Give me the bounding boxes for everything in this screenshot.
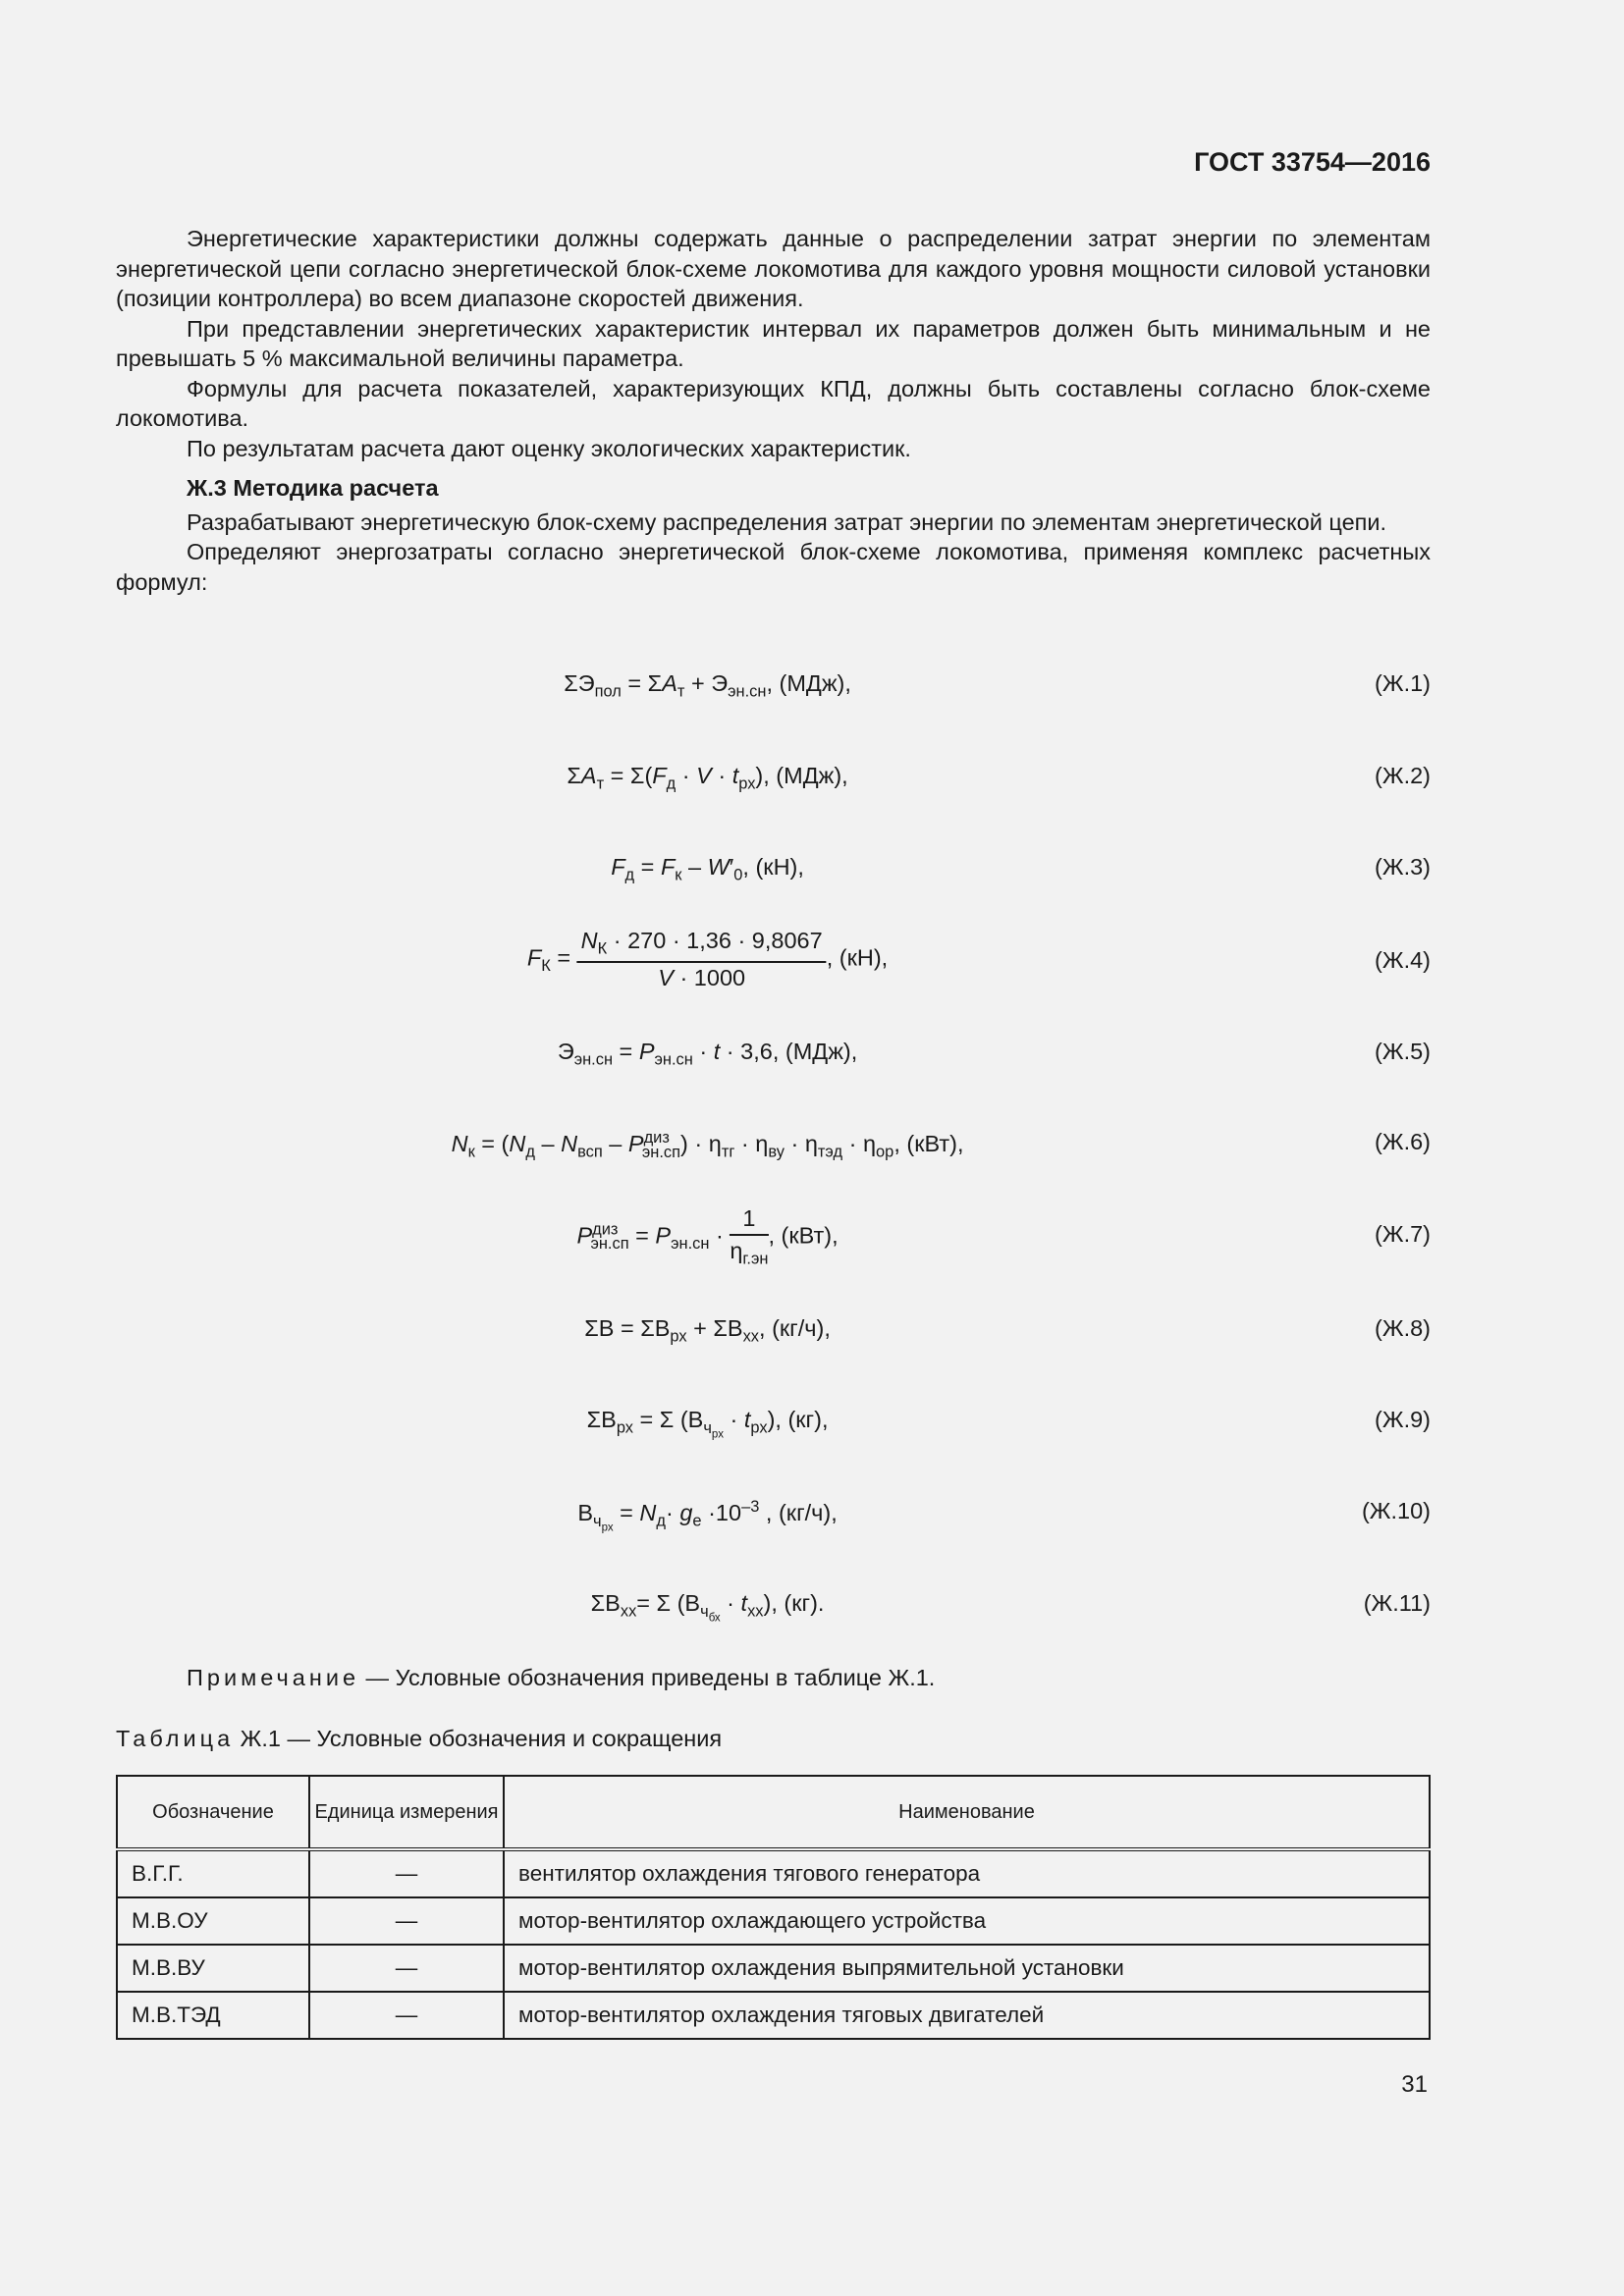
- paragraph: Энергетические характеристики должны содержать данные о распределении затрат энергии по элементам энергетической цепи согласно энергетической блок-схеме локомотива для каждого уровня мощности силовой установки (позиции контроллера) во всем диапазоне скоростей движения.: [116, 226, 1431, 311]
- table-cell: мотор-вентилятор охлаждения тяговых двигателей: [504, 1992, 1430, 2039]
- note: [187, 1665, 935, 1691]
- formula-8: $\Sigma В = \Sigma В_{рх} + \Sigma В_{хх}$, (кг/ч), (Ж.8): [584, 1315, 1431, 1346]
- formula-number: (Ж.8): [1375, 1315, 1431, 1341]
- formula-number: (Ж.10): [1361, 1498, 1431, 1523]
- formula-number: (Ж.6): [1375, 1129, 1431, 1154]
- formula-10: $В_{ч_{рх}} = N_д\cdot g_е \cdot 10^{-3}$ , (кг/ч), (Ж.10): [577, 1498, 1431, 1533]
- table-row: [117, 1897, 1430, 1945]
- page-number: 31: [1401, 2071, 1428, 2098]
- section-heading: Ж.3 Методика расчета: [187, 475, 439, 501]
- table-cell: —: [309, 1945, 504, 1992]
- formula-5: $Э_{эн.сн} = P_{эн.сн} \cdot t \cdot 3,6$, (МДж), (Ж.5): [557, 1039, 1431, 1069]
- table-row: [117, 1849, 1430, 1897]
- paragraph: По результатам расчета дают оценку экологических характеристик.: [187, 435, 911, 461]
- formula-4: $F_К$ = $\frac{N_К \cdot 270 \cdot 1,36 \cdot 9,8067}{V \cdot 1000}$ , (кН), (Ж.4): [526, 928, 1431, 990]
- paragraph: При представлении энергетических характеристик интервал их параметров должен быть минимальным и не превышать 5 % максимальной величины параметра.: [116, 315, 1431, 371]
- table-cell: М.В.ОУ: [117, 1897, 309, 1945]
- table-cell: М.В.ВУ: [117, 1945, 309, 1992]
- formula-2: $\Sigma A_т = \Sigma(F_д \cdot V \cdot t_{рх})$, (МДж), (Ж.2): [567, 763, 1431, 793]
- table-cell: —: [309, 1849, 504, 1897]
- formula-1: $\Sigma Э_{пол} = \Sigma A_т + Э_{эн.сн}$, (МДж), (Ж.1): [564, 670, 1431, 701]
- column-header: Единица измерения: [309, 1776, 504, 1849]
- column-header: Наименование: [504, 1776, 1430, 1849]
- body-text: [116, 224, 1431, 597]
- table-cell: В.Г.Г.: [117, 1849, 309, 1897]
- formula-number: (Ж.11): [1363, 1590, 1431, 1616]
- table-caption-label: Таблица: [116, 1726, 235, 1751]
- symbols-table: [116, 1775, 1431, 2040]
- paragraph: Определяют энергозатраты согласно энергетической блок-схеме локомотива, применяя комплекс расчетных формул:: [116, 539, 1431, 595]
- table-cell: М.В.ТЭД: [117, 1992, 309, 2039]
- table-row: [117, 1992, 1430, 2039]
- table-cell: мотор-вентилятор охлаждения выпрямительной установки: [504, 1945, 1430, 1992]
- paragraph: Формулы для расчета показателей, характеризующих КПД, должны быть составлены согласно блок-схеме локомотива.: [116, 375, 1431, 431]
- formula-number: (Ж.1): [1375, 670, 1431, 696]
- formula-3: $F_д = F_к - W'_0$, (кН), (Ж.3): [611, 854, 1431, 884]
- formula-number: (Ж.3): [1375, 854, 1431, 880]
- table-cell: мотор-вентилятор охлаждающего устройства: [504, 1897, 1430, 1945]
- formula-9: $\Sigma В_{рх} = \Sigma$ $(В_{ч_{рх}} \cdot t_{рх})$, (кг), (Ж.9): [586, 1407, 1431, 1440]
- table-caption-text: Ж.1 — Условные обозначения и сокращения: [234, 1726, 723, 1751]
- table-caption: [116, 1726, 722, 1752]
- table-header-row: [117, 1776, 1430, 1849]
- paragraph: Разрабатывают энергетическую блок-схему распределения затрат энергии по элементам энергетической цепи.: [187, 508, 1387, 535]
- note-label: Примечание: [187, 1665, 360, 1690]
- formula-11: $\Sigma В_{хх}= \Sigma$ $(В_{ч_{бх}} \cdot t_{хх})$, (кг). (Ж.11): [590, 1590, 1431, 1624]
- document-id: ГОСТ 33754—2016: [1194, 147, 1431, 177]
- table-row: [117, 1945, 1430, 1992]
- formula-number: (Ж.9): [1375, 1407, 1431, 1432]
- table-cell: —: [309, 1897, 504, 1945]
- note-text: — Условные обозначения приведены в таблице Ж.1.: [359, 1665, 936, 1690]
- formula-6: $N_к = (N_д - N_{всп} - P^{диз}_{эн.сп}) \cdot \eta_{тг} \cdot \eta_{ву} \cdot \eta_{тэд} \cdot \eta_{ор}$, (кВт), (Ж.6): [451, 1129, 1431, 1161]
- formula-7: $P^{диз}_{эн.сп} = P_{эн.сн}$ · $\frac{1}{\eta_{г.эн}}$ , (кВт), (Ж.7): [576, 1205, 1431, 1268]
- table-cell: вентилятор охлаждения тягового генератора: [504, 1849, 1430, 1897]
- formula-number: (Ж.7): [1375, 1221, 1431, 1247]
- formula-number: (Ж.2): [1375, 763, 1431, 788]
- formula-number: (Ж.5): [1375, 1039, 1431, 1064]
- table-cell: —: [309, 1992, 504, 2039]
- column-header: Обозначение: [117, 1776, 309, 1849]
- formula-number: (Ж.4): [1375, 947, 1431, 973]
